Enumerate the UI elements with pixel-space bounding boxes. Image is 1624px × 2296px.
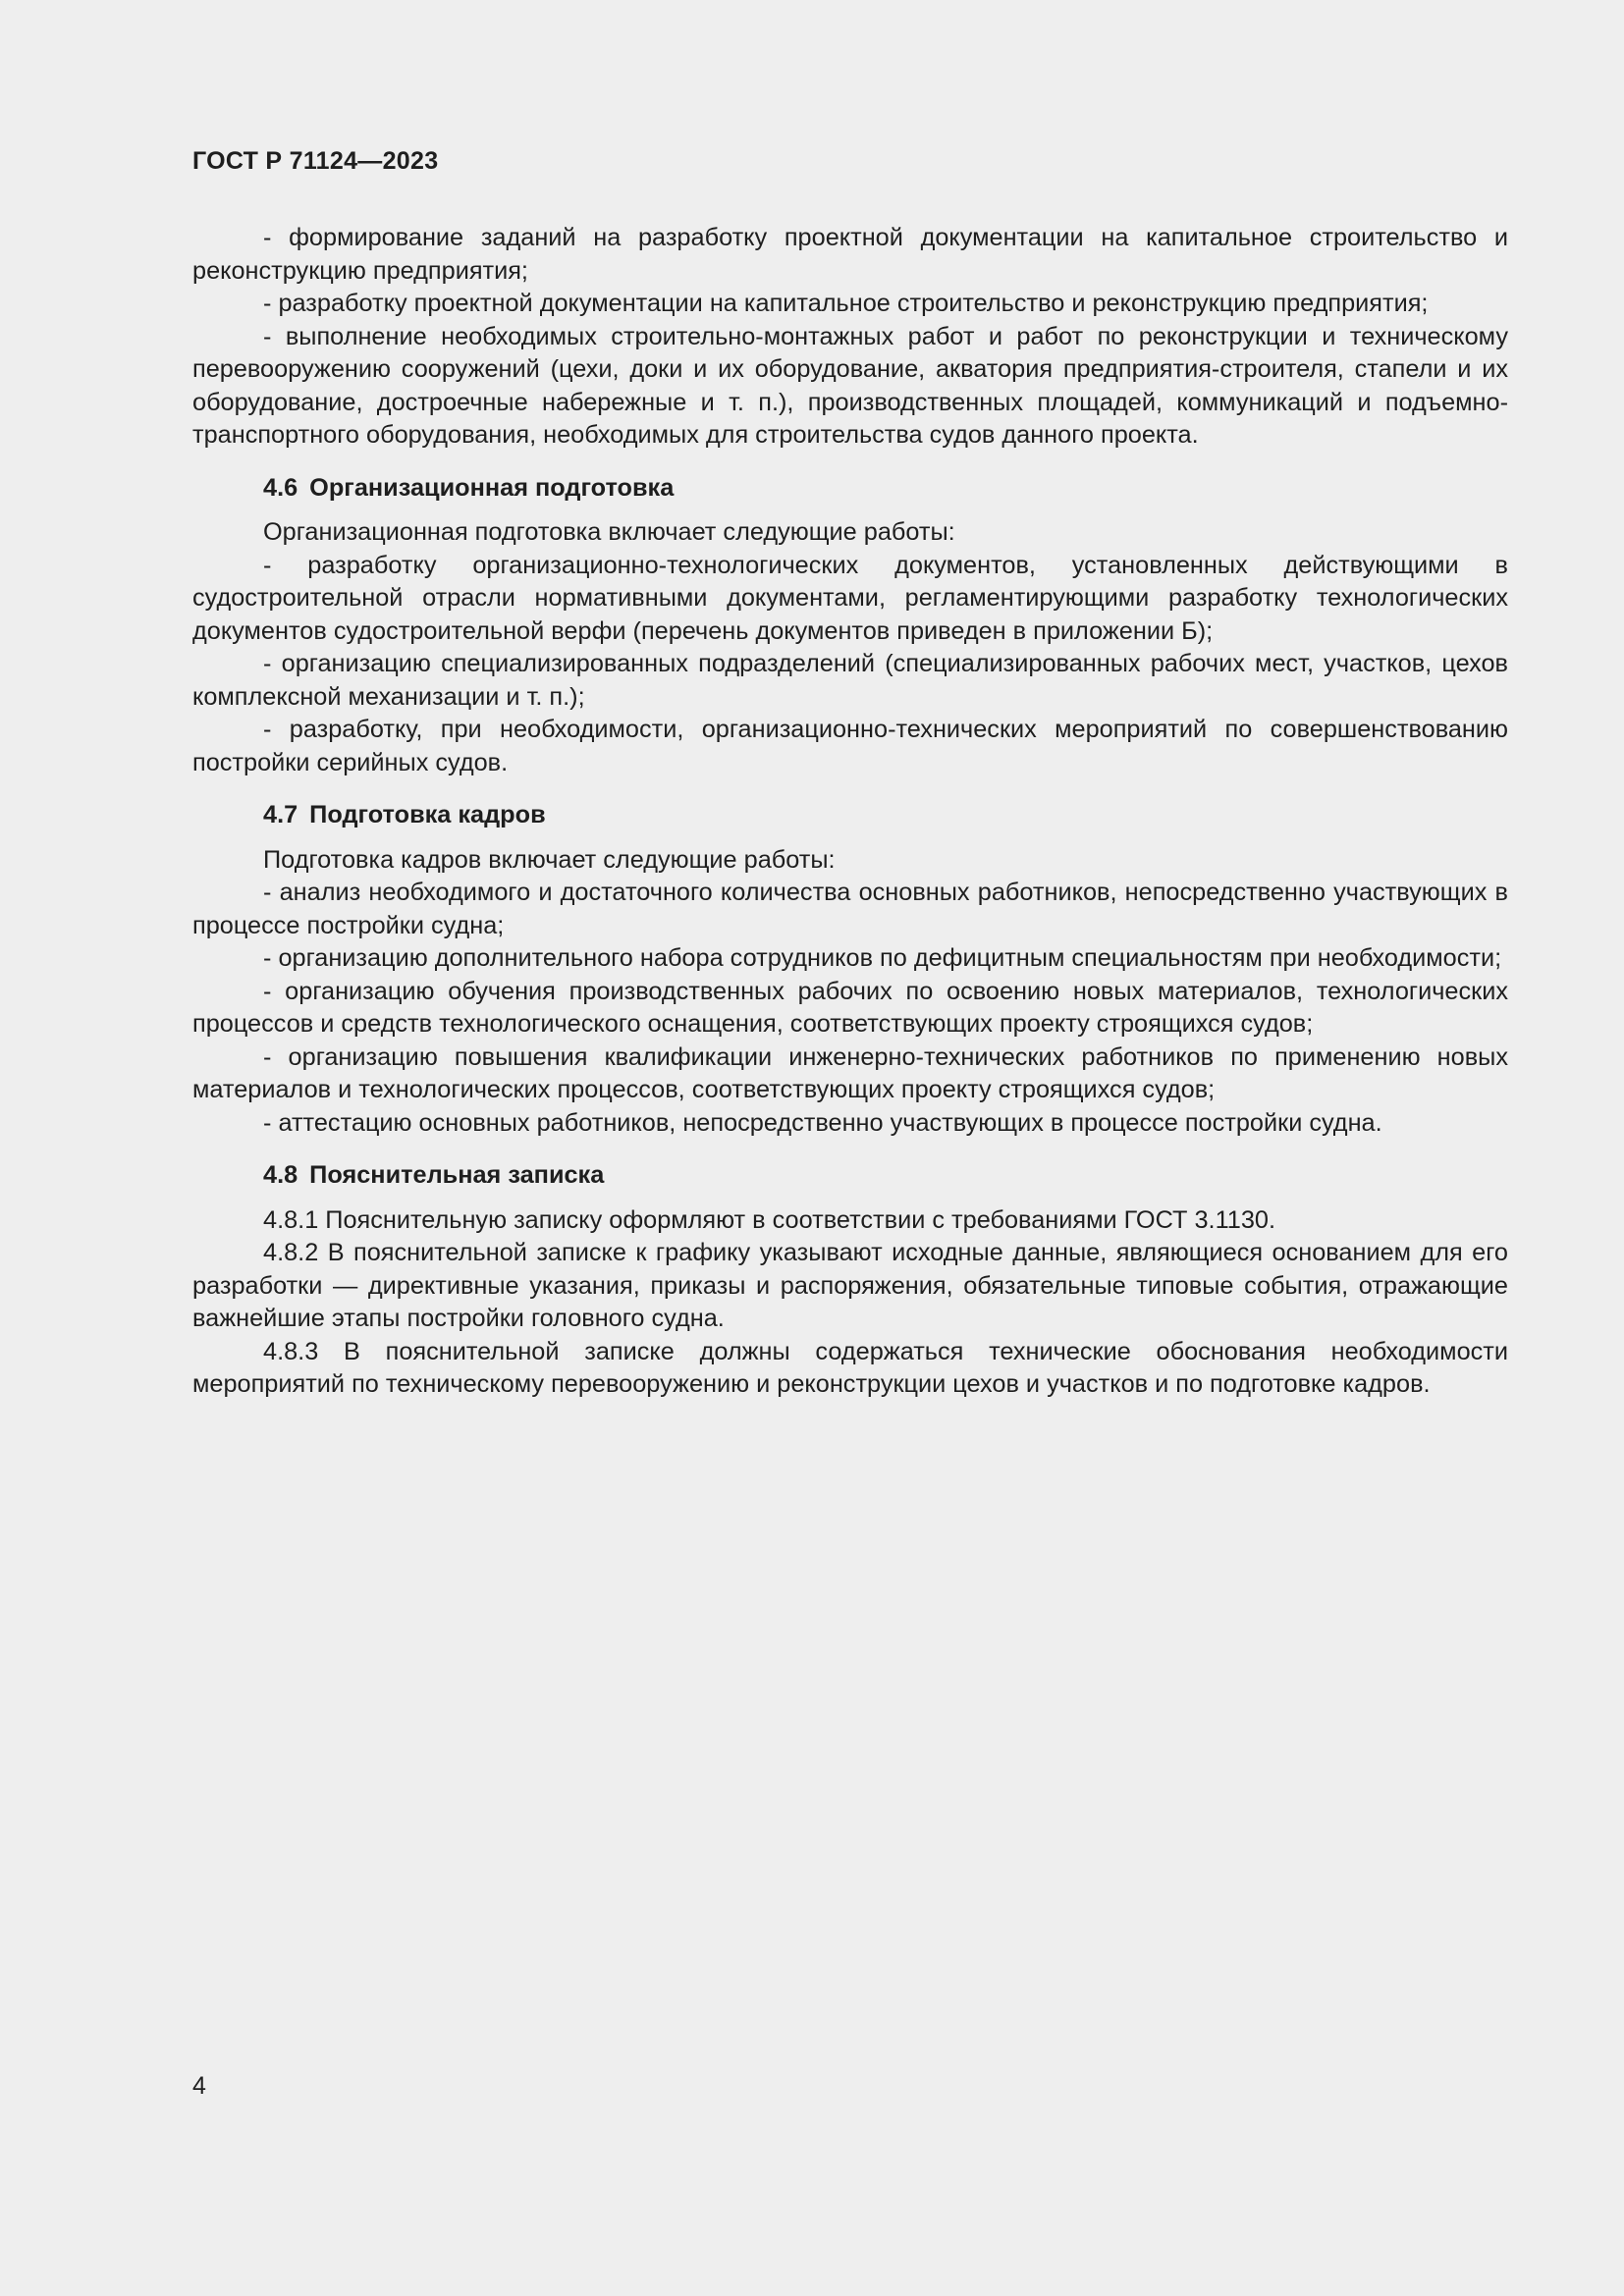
section-title: Подготовка кадров — [309, 801, 546, 828]
subsection-paragraph: 4.8.3 В пояснительной записке должны содержаться технические обоснования необходимости мероприятий по техническому перевооружению и реконструкции цехов и участков и по подготовке кадров. — [192, 1337, 1508, 1398]
list-item: - организацию обучения производственных рабочих по освоению новых материалов, технологических процессов и средств технологического оснащения, соответствующих проекту строящихся судов; — [192, 977, 1508, 1038]
subsection-paragraph: 4.8.1 Пояснительную записку оформляют в соответствии с требованиями ГОСТ 3.1130. — [263, 1205, 1276, 1234]
section-heading-4-7 — [192, 799, 1508, 832]
list-item: - организацию повышения квалификации инженерно-технических работников по применению новых материалов и технологических процессов, соответствующих проекту строящихся судов; — [192, 1042, 1508, 1103]
intro-item: - формирование заданий на разработку проектной документации на капитальное строительство и реконструкцию предприятия; — [192, 224, 1508, 285]
document-body — [192, 222, 1508, 1402]
list-item: - аттестацию основных работников, непосредственно участвующих в процессе постройки судна. — [263, 1108, 1382, 1137]
subsection-paragraph: 4.8.2 В пояснительной записке к графику указывают исходные данные, являющиеся основанием для его разработки — директивные указания, приказы и распоряжения, обязательные типовые события, отражающие важнейшие этапы постройки головного судна. — [192, 1239, 1508, 1332]
section-number: 4.7 — [263, 801, 298, 828]
list-item: - разработку организационно-технологических документов, установленных действующими в судостроительной отрасли нормативными документами, регламентирующими разработку технологических документов судостроительной верфи (перечень документов приведен в приложении Б); — [192, 551, 1508, 645]
section-number: 4.8 — [263, 1161, 298, 1189]
section-heading-4-8 — [192, 1159, 1508, 1193]
list-item: - анализ необходимого и достаточного количества основных работников, непосредственно участвующих в процессе постройки судна; — [192, 879, 1508, 939]
section-title: Пояснительная записка — [309, 1161, 605, 1189]
intro-item: - разработку проектной документации на капитальное строительство и реконструкцию предприятия; — [263, 290, 1429, 317]
section-intro: Подготовка кадров включает следующие работы: — [263, 845, 836, 874]
section-number: 4.6 — [263, 473, 298, 502]
section-intro: Организационная подготовка включает следующие работы: — [263, 518, 955, 546]
page-number: 4 — [192, 2072, 206, 2100]
list-item: - организацию специализированных подразделений (специализированных рабочих мест, участков, цехов комплексной механизации и т. п.); — [192, 650, 1508, 711]
document-header-id: ГОСТ Р 71124—2023 — [192, 147, 439, 175]
intro-item: - выполнение необходимых строительно-монтажных работ и работ по реконструкции и техническому перевооружению сооружений (цехи, доки и их оборудование, акватория предприятия-строителя, стапели и их оборудование, достроечные набережные и т. п.), производственных площадей, коммуникаций и подъемно-транспортного оборудования, необходимых для строительства судов данного проекта. — [192, 322, 1508, 449]
list-item: - организацию дополнительного набора сотрудников по дефицитным специальностям при необходимости; — [263, 944, 1502, 972]
section-heading-4-6 — [192, 472, 1508, 506]
list-item: - разработку, при необходимости, организационно-технических мероприятий по совершенствованию постройки серийных судов. — [192, 716, 1508, 776]
section-title: Организационная подготовка — [309, 473, 675, 502]
